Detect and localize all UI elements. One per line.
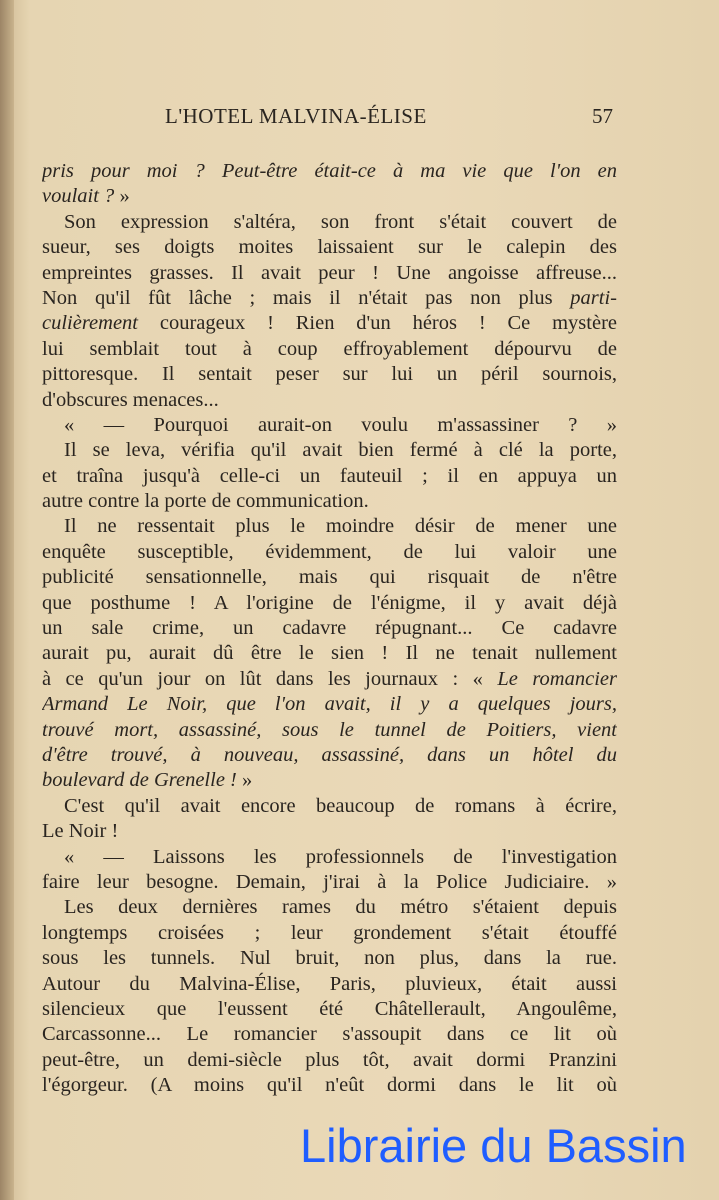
text-segment: C'est qu'il avait encore beaucoup de romans à écrire, [64, 794, 617, 817]
text-segment: pittoresque. Il sentait peser sur lui un péril sournois, [42, 363, 617, 386]
text-segment: Non qu'il fût lâche ; mais il n'était pas non plus [42, 286, 571, 309]
text-line [42, 743, 617, 768]
body-text [42, 159, 617, 1098]
text-segment: à ce qu'un jour on lût dans les journaux : « [42, 667, 498, 690]
italic-text: Le romancier [497, 667, 617, 690]
watermark: Librairie du Bassin [300, 1119, 687, 1172]
text-line [42, 261, 617, 286]
text-line [42, 972, 617, 997]
italic-text: voulait ? [42, 185, 115, 208]
italic-text: parti- [570, 286, 617, 309]
text-segment: aurait pu, aurait dû être le sien ! Il ne tenait nullement [42, 642, 617, 665]
text-line [42, 184, 617, 209]
text-line [42, 210, 617, 235]
italic-text: boulevard de Grenelle ! [42, 769, 237, 792]
text-segment: » [114, 185, 130, 208]
text-line [42, 413, 617, 438]
text-line [42, 1048, 617, 1073]
text-line [42, 667, 617, 692]
text-segment: autre contre la porte de communication. [42, 490, 369, 513]
text-segment: faire leur besogne. Demain, j'irai à la Police Judiciaire. » [42, 870, 617, 893]
text-line [42, 692, 617, 717]
text-line [42, 768, 617, 793]
running-header [40, 104, 615, 134]
text-line [42, 388, 617, 413]
text-segment: un sale crime, un cadavre répugnant... Ce cadavre [42, 617, 617, 640]
text-segment: » [236, 769, 253, 792]
text-segment: silencieux que l'eussent été Châtellerault, Angoulême, [42, 997, 617, 1020]
text-line [42, 616, 617, 641]
text-segment: l'égorgeur. (A moins qu'il n'eût dormi dans le lit où [42, 1074, 617, 1097]
italic-text: trouvé mort, assassiné, sous le tunnel de Poitiers, vient [42, 718, 617, 741]
text-line [42, 819, 617, 844]
italic-text: culièrement [42, 312, 139, 335]
text-segment: Carcassonne... Le romancier s'assoupit dans ce lit où [42, 1023, 617, 1046]
text-line [42, 540, 617, 565]
text-line [42, 489, 617, 514]
text-segment: Il se leva, vérifia qu'il avait bien fermé à clé la porte, [64, 439, 617, 462]
text-segment: sueur, ses doigts moites laissaient sur le calepin des [42, 236, 617, 259]
text-line [42, 870, 617, 895]
text-line [42, 946, 617, 971]
text-segment: que posthume ! A l'origine de l'énigme, il y avait déjà [42, 591, 617, 614]
text-segment: Il ne ressentait plus le moindre désir de mener une [64, 515, 617, 538]
italic-text: d'être trouvé, à nouveau, assassiné, dans un hôtel du [42, 743, 617, 766]
italic-text: Armand Le Noir, que l'on avait, il y a quelques jours, [42, 693, 617, 716]
text-segment: sous les tunnels. Nul bruit, non plus, dans la rue. [42, 947, 617, 970]
text-line [42, 464, 617, 489]
text-segment: Les deux dernières rames du métro s'étaient depuis [64, 896, 617, 919]
text-line [42, 1022, 617, 1047]
text-line [42, 794, 617, 819]
page-number: 57 [592, 104, 613, 128]
text-line [42, 235, 617, 260]
text-line [42, 362, 617, 387]
text-segment: « — Pourquoi aurait-on voulu m'assassiner ? » [64, 413, 617, 436]
text-segment: enquête susceptible, évidemment, de lui valoir une [42, 540, 617, 563]
text-line [42, 286, 617, 311]
text-segment: Son expression s'altéra, son front s'était couvert de [64, 210, 617, 233]
text-line [42, 514, 617, 539]
text-segment: Le Noir ! [42, 820, 119, 843]
text-line [42, 1073, 617, 1098]
italic-text: pris pour moi ? Peut-être était-ce à ma vie que l'on en [42, 160, 617, 182]
text-segment: publicité sensationnelle, mais qui risquait de n'être [42, 566, 617, 589]
text-segment: longtemps croisées ; leur grondement s'était étouffé [42, 921, 617, 944]
text-segment: courageux ! Rien d'un héros ! Ce mystère [138, 312, 617, 335]
text-segment: d'obscures menaces... [42, 388, 219, 411]
text-segment: et traîna jusqu'à celle-ci un fauteuil ; il en appuya un [42, 464, 617, 487]
text-line [42, 337, 617, 362]
text-line [42, 438, 617, 463]
text-line [42, 565, 617, 590]
text-line [42, 591, 617, 616]
text-line [42, 311, 617, 336]
text-line [42, 641, 617, 666]
text-segment: Autour du Malvina-Élise, Paris, pluvieux, était aussi [42, 972, 617, 995]
page-binding-edge [0, 0, 14, 1200]
running-title: L'HOTEL MALVINA-ÉLISE [165, 104, 427, 128]
text-line [42, 997, 617, 1022]
text-line [42, 159, 617, 184]
text-line [42, 921, 617, 946]
text-segment: « — Laissons les professionnels de l'investigation [64, 845, 617, 868]
text-line [42, 895, 617, 920]
text-segment: lui semblait tout à coup effroyablement dépourvu de [42, 337, 617, 360]
text-line [42, 845, 617, 870]
text-line [42, 718, 617, 743]
text-segment: peut-être, un demi-siècle plus tôt, avait dormi Pranzini [42, 1048, 617, 1071]
text-segment: empreintes grasses. Il avait peur ! Une angoisse affreuse... [42, 261, 617, 284]
